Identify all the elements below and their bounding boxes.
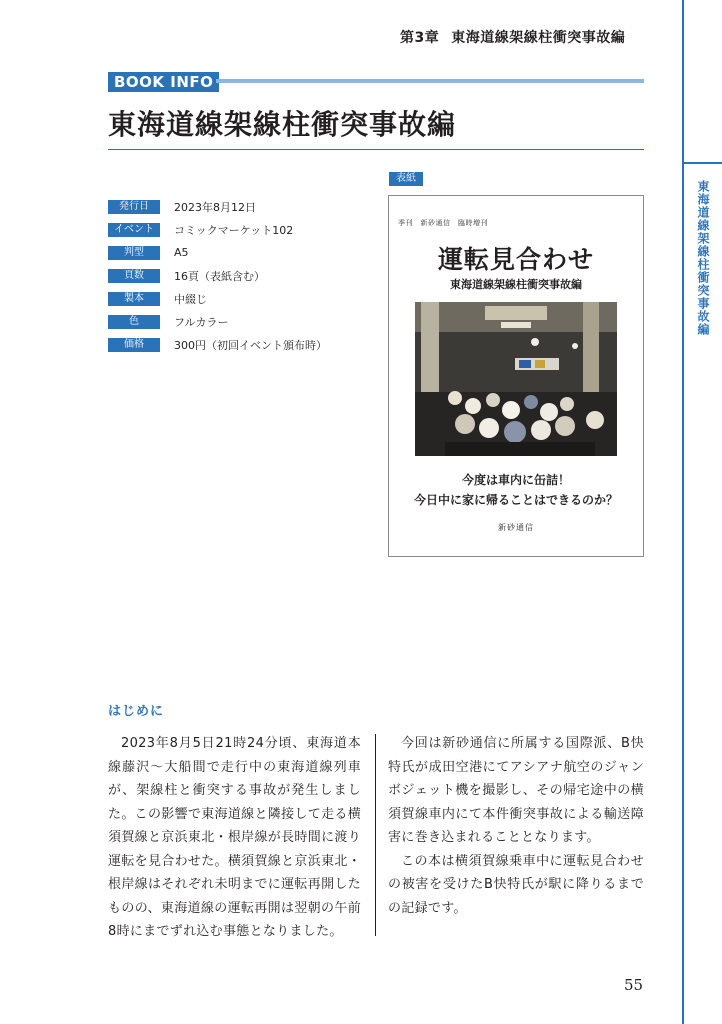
intro-paragraph: 2023年8月5日21時24分頃、東海道本線藤沢～大船間で走行中の東海道線列車が、架線柱と衝突する事故が発生しました。この影響で東海道線と隣接して走る横須賀線と京浜東北・根岸線が長時間に渡り運転を見合わせた。横須賀線と京浜東北・根岸線はそれぞれ未明までに運転再開したものの、東海道線の運転再開は翌朝の午前8時にまでずれ込む事態となりました。 [108,736,361,939]
chapter-header [400,27,625,47]
cover-label: 表紙 [389,172,423,186]
spec-row-release-date [108,195,358,218]
cover-publisher: 新砂通信 [498,523,534,532]
intro-heading: はじめに [108,704,165,719]
book-info-rule [216,79,644,83]
intro-paragraph: 今回は新砂通信に所属する国際派、B快特氏が成田空港にてアシアナ航空のジャンボジェット機を撮影し、その帰宅途中の横須賀線車内にて本件衝突事故による輸送障害に巻き込まれることとなります。 [388,736,644,845]
spec-value: A5 [174,246,189,259]
page-number: 55 [624,976,644,994]
title-rule [108,149,644,150]
spec-value: 300円（初回イベント頒布時） [174,338,327,352]
column-divider [375,734,376,936]
spec-value: コミックマーケット102 [174,223,294,237]
spec-table [108,195,358,356]
crowded-station-photo [415,302,617,456]
spec-value: 16頁（表紙含む） [174,269,265,283]
book-info-label: BOOK INFO [108,72,219,92]
spec-row-color [108,310,358,333]
spec-row-format [108,241,358,264]
side-tab-divider [684,162,722,164]
spec-value: 2023年8月12日 [174,200,256,214]
spec-label: 判型 [108,246,160,260]
spec-value: フルカラー [174,315,229,329]
cover-catchphrase [389,470,643,510]
cover-subtitle: 東海道線架線柱衝突事故編 [450,278,582,291]
intro-paragraph: この本は横須賀線乗車中に運転見合わせの被害を受けたB快特氏が駅に降りるまでの記録です。 [388,853,644,916]
spec-label: 頁数 [108,269,160,283]
spec-row-pages [108,264,358,287]
spec-value: 中綴じ [174,292,207,306]
intro-right-column [388,732,644,920]
cover-image [388,195,644,557]
side-rule [682,0,684,1024]
side-index-tab: 東海道線架線柱衝突事故編 [696,180,710,336]
intro-left-column [108,732,361,944]
cover-catch-line-2: 今日中に家に帰ることはできるのか？ [413,493,618,507]
cover-catch-line-1: 今度は車内に缶詰！ [461,473,570,487]
spec-row-price [108,333,358,356]
cover-top-line: 季刊 新砂通信 臨時増刊 [398,219,488,227]
chapter-number: 第3章 [400,30,440,46]
spec-label: 製本 [108,292,160,306]
spec-label: 色 [108,315,160,329]
cover-title: 運転見合わせ [437,245,594,274]
spec-row-event [108,218,358,241]
book-title: 東海道線架線柱衝突事故編 [108,108,457,141]
spec-label: イベント [108,223,160,237]
chapter-title: 東海道線架線柱衝突事故編 [451,30,626,46]
spec-row-binding [108,287,358,310]
spec-label: 価格 [108,338,160,352]
spec-label: 発行日 [108,200,160,214]
